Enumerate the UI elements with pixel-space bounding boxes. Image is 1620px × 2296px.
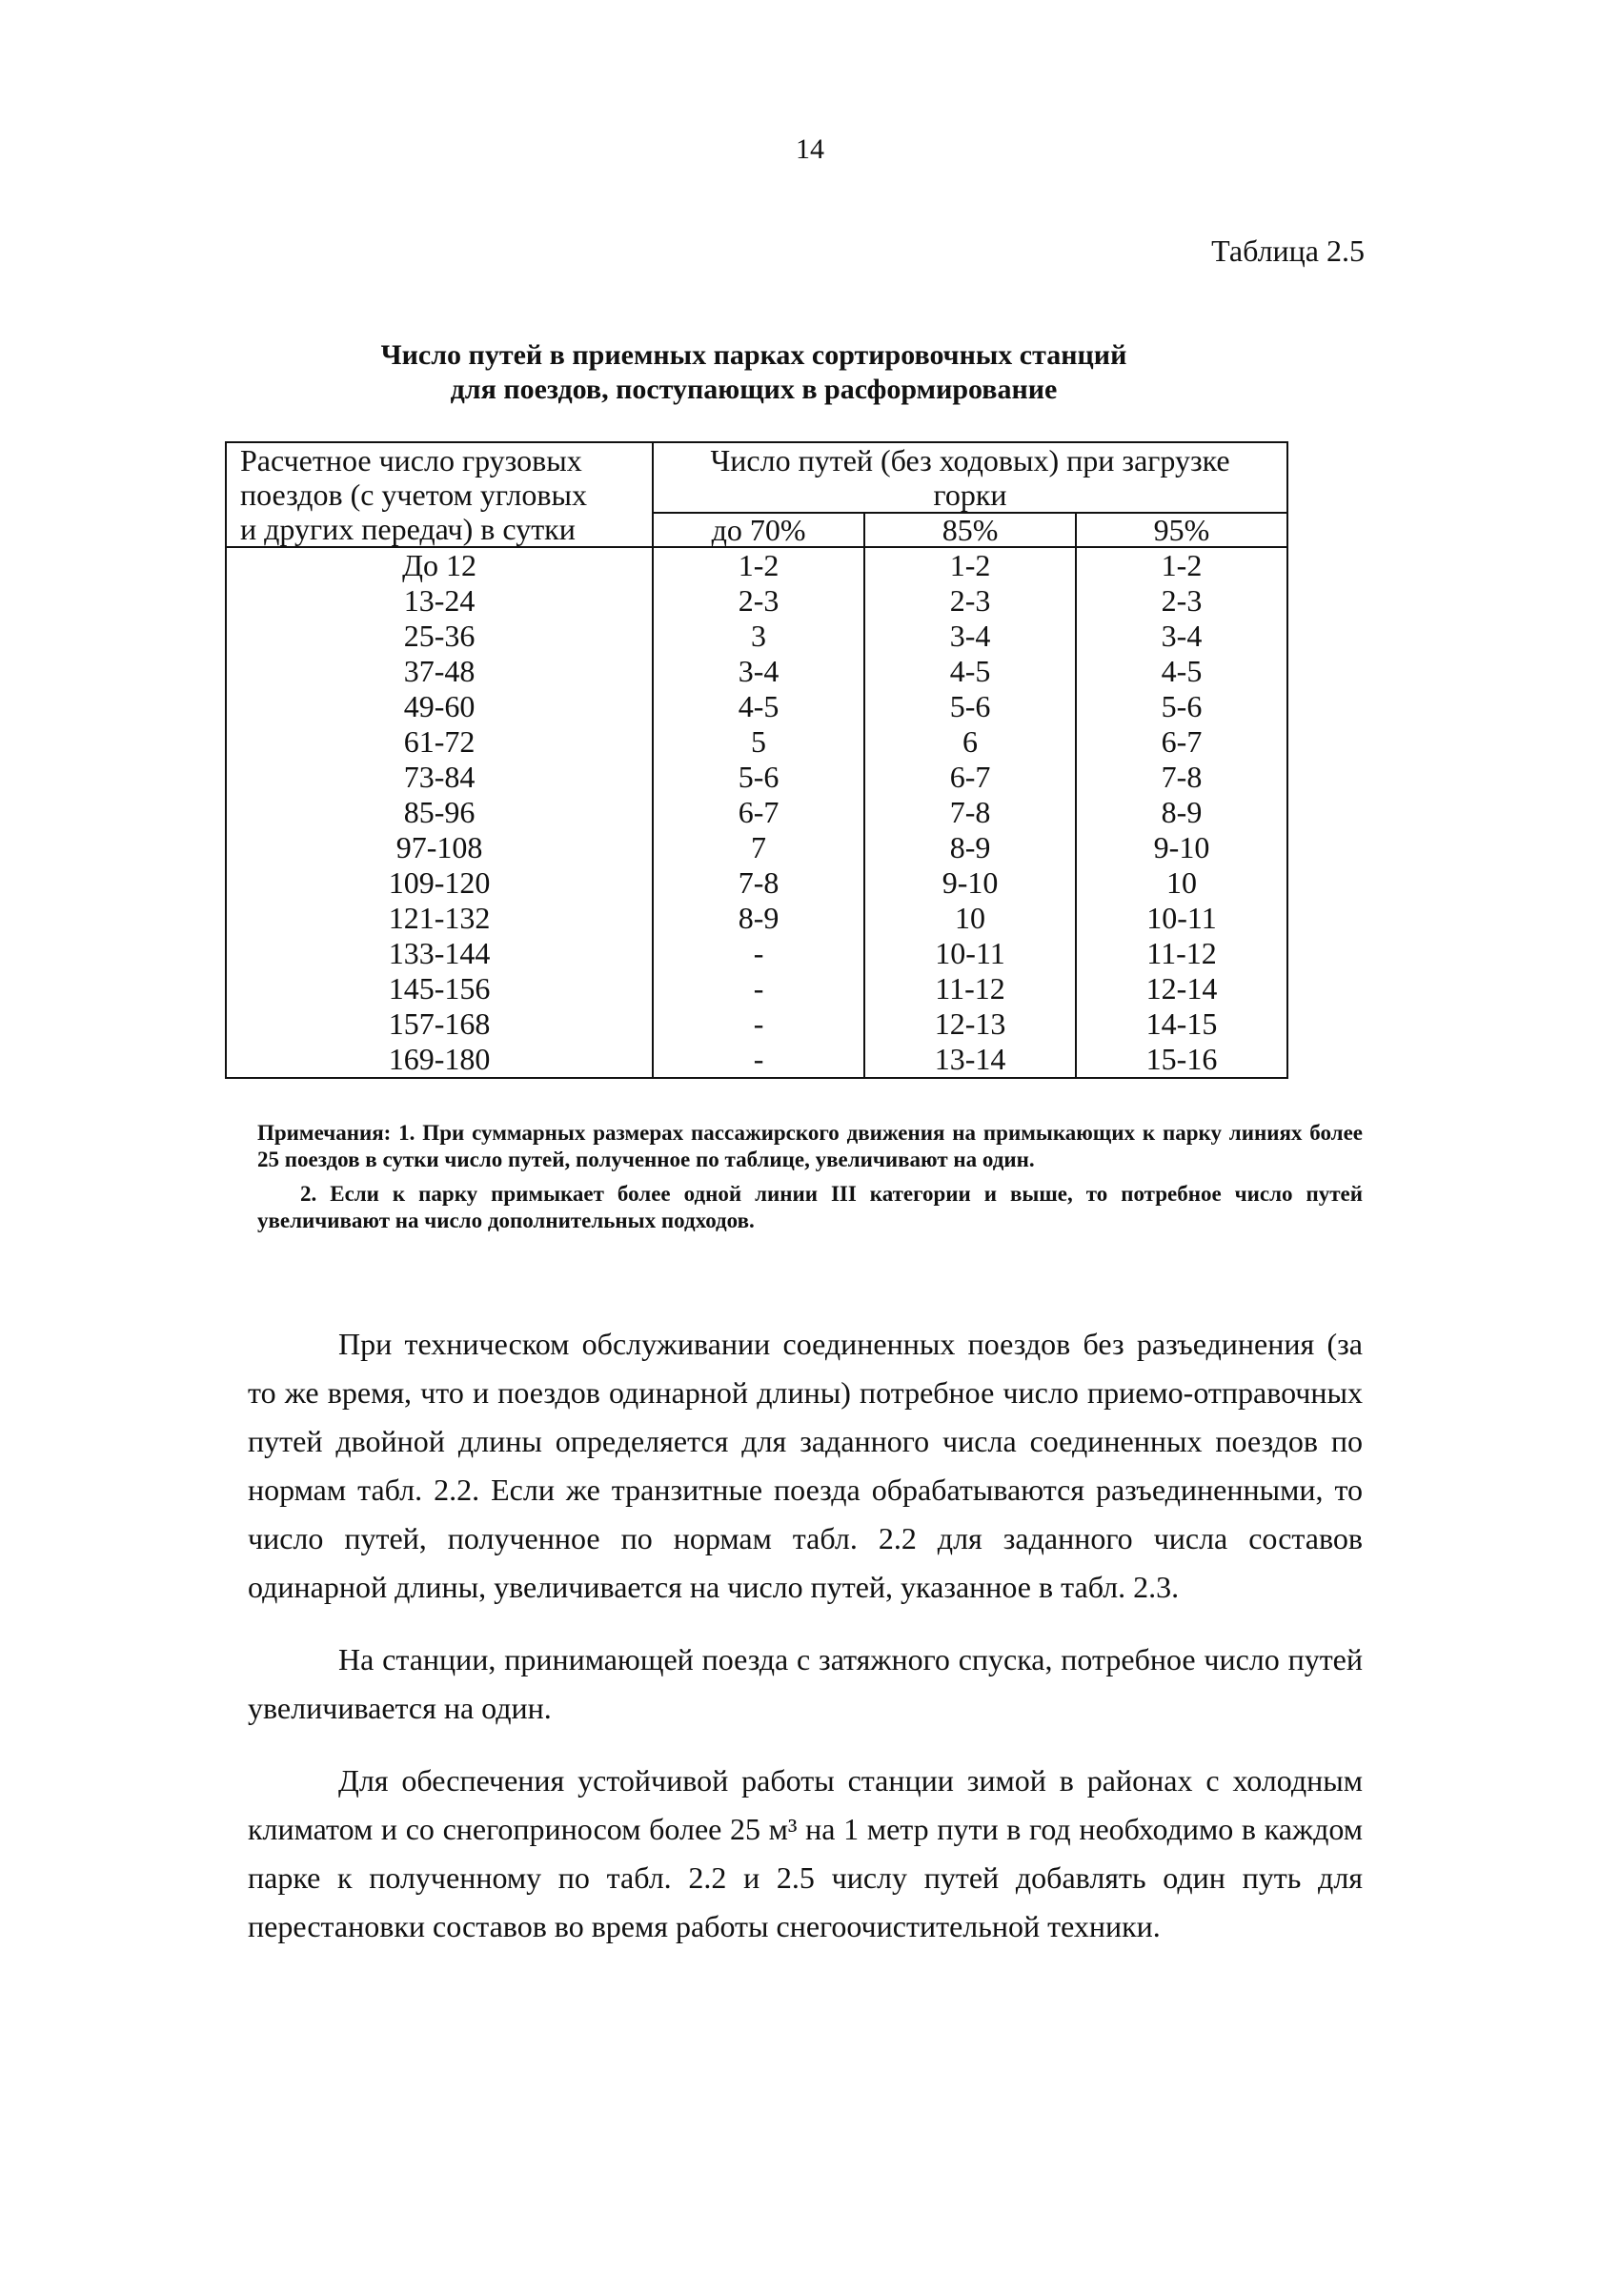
table-title-line-2: для поездов, поступающих в расформирование — [450, 374, 1058, 405]
table-cell: 1-2 — [1076, 547, 1287, 583]
note-1: Примечания: 1. При суммарных размерах пассажирского движения на примыкающих к парку линиях более 25 поездов в сутки число путей, полученное по таблице, увеличивают на один. — [257, 1121, 1363, 1171]
table-row — [226, 971, 1287, 1006]
table-cell: До 12 — [226, 547, 653, 583]
table-cell: 10-11 — [864, 936, 1076, 971]
table-cell: - — [653, 1006, 864, 1042]
table-title — [225, 338, 1283, 407]
table-cell: 5 — [653, 724, 864, 760]
table-row — [226, 901, 1287, 936]
table-row — [226, 654, 1287, 689]
header-first-line-2: поездов (с учетом угловых — [240, 477, 587, 512]
table-cell: 4-5 — [1076, 654, 1287, 689]
table-cell: 3 — [653, 619, 864, 654]
table-cell: 9-10 — [864, 865, 1076, 901]
table-row — [226, 795, 1287, 830]
table-cell: 2-3 — [1076, 583, 1287, 619]
table-cell: 6-7 — [653, 795, 864, 830]
table-cell: 49-60 — [226, 689, 653, 724]
table-cell: 15-16 — [1076, 1042, 1287, 1078]
table-cell: 1-2 — [864, 547, 1076, 583]
table-label: Таблица 2.5 — [1211, 234, 1365, 268]
table-row — [226, 547, 1287, 583]
table-row — [226, 583, 1287, 619]
table-cell: 85-96 — [226, 795, 653, 830]
tracks-table — [225, 441, 1288, 1079]
table-cell: 145-156 — [226, 971, 653, 1006]
table-cell: 61-72 — [226, 724, 653, 760]
table-cell: 2-3 — [864, 583, 1076, 619]
table-cell: 11-12 — [1076, 936, 1287, 971]
header-group-line-1: Число путей (без ходовых) при загрузке — [710, 443, 1230, 477]
table-cell: 11-12 — [864, 971, 1076, 1006]
header-first-line-1: Расчетное число грузовых — [240, 443, 582, 477]
table-cell: 12-14 — [1076, 971, 1287, 1006]
table-cell: 9-10 — [1076, 830, 1287, 865]
table-cell: 1-2 — [653, 547, 864, 583]
table-cell: 10-11 — [1076, 901, 1287, 936]
table-notes — [257, 1120, 1363, 1242]
table-title-line-1: Число путей в приемных парках сортировочных станций — [380, 339, 1127, 371]
table-cell: 3-4 — [653, 654, 864, 689]
table-row — [226, 1042, 1287, 1078]
table-cell: 13-14 — [864, 1042, 1076, 1078]
paragraph-2: На станции, принимающей поезда с затяжного спуска, потребное число путей увеличивается на один. — [248, 1642, 1363, 1725]
table-cell: 6-7 — [864, 760, 1076, 795]
header-tracks-count — [653, 442, 1287, 513]
table-cell: 2-3 — [653, 583, 864, 619]
table-row — [226, 760, 1287, 795]
subheader-70: до 70% — [653, 513, 864, 547]
table-cell: 7-8 — [653, 865, 864, 901]
table-row — [226, 865, 1287, 901]
body-text — [248, 1320, 1363, 1975]
table-cell: 8-9 — [1076, 795, 1287, 830]
table-row — [226, 619, 1287, 654]
table-cell: 5-6 — [864, 689, 1076, 724]
table-row — [226, 936, 1287, 971]
subheader-95: 95% — [1076, 513, 1287, 547]
paragraph-1: При техническом обслуживании соединенных поездов без разъединения (за то же время, что и поездов одинарной длины) потребное число приемо-отправочных путей двойной длины определяется для заданного числа соединенных поездов по нормам табл. 2.2. Если же транзитные поезда обрабатываются разъединенными, то число путей, полученное по нормам табл. 2.2 для заданного числа составов одинарной длины, увеличивается на число путей, указанное в табл. 2.3. — [248, 1327, 1363, 1604]
table-cell: 14-15 — [1076, 1006, 1287, 1042]
note-2: 2. Если к парку примыкает более одной линии III категории и выше, то потребное число путей увеличивают на число дополнительных подходов. — [257, 1182, 1363, 1232]
table-cell: 10 — [1076, 865, 1287, 901]
table-cell: 6 — [864, 724, 1076, 760]
table-cell: 97-108 — [226, 830, 653, 865]
table-cell: 10 — [864, 901, 1076, 936]
table-cell: 25-36 — [226, 619, 653, 654]
header-group-line-2: горки — [933, 477, 1007, 512]
table-cell: 37-48 — [226, 654, 653, 689]
table-cell: 8-9 — [653, 901, 864, 936]
table-cell: 13-24 — [226, 583, 653, 619]
table-cell: 5-6 — [1076, 689, 1287, 724]
table-cell: 133-144 — [226, 936, 653, 971]
table-row — [226, 724, 1287, 760]
table-cell: 121-132 — [226, 901, 653, 936]
table-cell: 6-7 — [1076, 724, 1287, 760]
table-cell: 7 — [653, 830, 864, 865]
table-cell: 7-8 — [864, 795, 1076, 830]
table-row — [226, 830, 1287, 865]
subheader-85: 85% — [864, 513, 1076, 547]
table-body — [226, 547, 1287, 1078]
table-cell: 4-5 — [653, 689, 864, 724]
table-row — [226, 1006, 1287, 1042]
table-cell: - — [653, 971, 864, 1006]
table-cell: 8-9 — [864, 830, 1076, 865]
page-number: 14 — [796, 133, 824, 165]
table-cell: 169-180 — [226, 1042, 653, 1078]
paragraph-3: Для обеспечения устойчивой работы станции зимой в районах с холодным климатом и со снегоприносом более 25 м³ на 1 метр пути в год необходимо в каждом парке к полученному по табл. 2.2 и 2.5 числу путей добавлять один путь для перестановки составов во время работы снегоочистительной техники. — [248, 1763, 1363, 1943]
table-cell: 12-13 — [864, 1006, 1076, 1042]
header-trains-per-day — [226, 442, 653, 547]
table-cell: 7-8 — [1076, 760, 1287, 795]
table-cell: 109-120 — [226, 865, 653, 901]
table-cell: 3-4 — [864, 619, 1076, 654]
table-cell: - — [653, 1042, 864, 1078]
header-first-line-3: и других передач) в сутки — [240, 512, 576, 546]
table-cell: 3-4 — [1076, 619, 1287, 654]
table-cell: - — [653, 936, 864, 971]
table-cell: 5-6 — [653, 760, 864, 795]
table-cell: 4-5 — [864, 654, 1076, 689]
table-cell: 73-84 — [226, 760, 653, 795]
table-row — [226, 689, 1287, 724]
table-cell: 157-168 — [226, 1006, 653, 1042]
